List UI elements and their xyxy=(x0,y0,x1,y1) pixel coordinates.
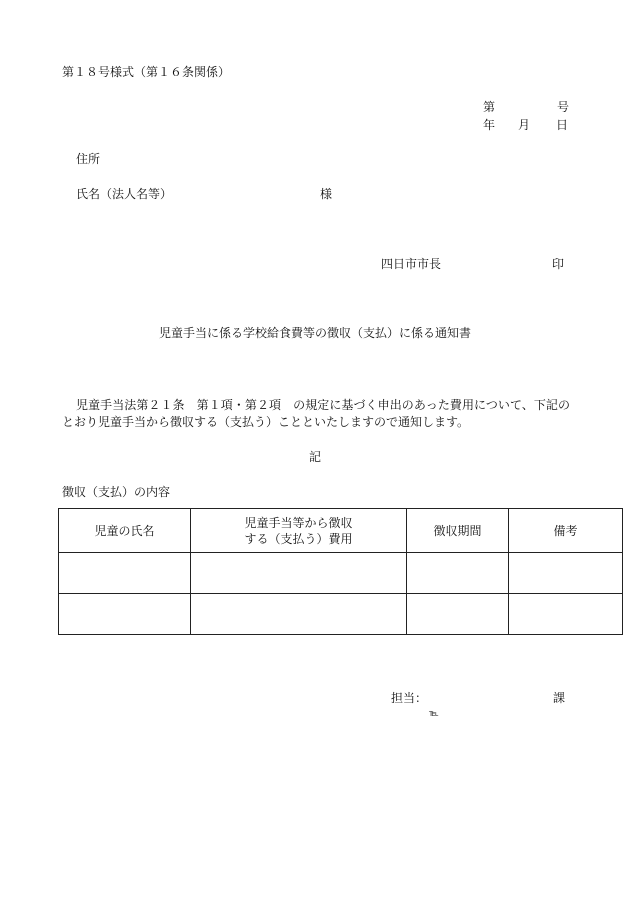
header-expense-line1: 児童手当等から徴収 xyxy=(244,515,353,530)
table-row xyxy=(59,553,623,594)
form-number: 第１８号様式（第１６条関係） xyxy=(62,65,231,79)
contact-label: 担当： xyxy=(391,691,428,705)
body-paragraph: 児童手当法第２１条 第１項・第２項 の規定に基づく申出のあった費用について、下記のとおり児童手当から徴収する（支払う）ことといたしますので通知します。 xyxy=(62,398,570,429)
table-caption: 徴収（支払）の内容 xyxy=(62,485,171,499)
table-header-row xyxy=(59,509,623,553)
ki-heading: 記 xyxy=(308,450,321,464)
honorific: 様 xyxy=(320,187,333,201)
header-child-name: 児童の氏名 xyxy=(59,509,191,553)
name-label: 氏名（法人名等） xyxy=(76,187,173,201)
doc-number-suffix: 号 xyxy=(557,100,570,114)
cell-remarks xyxy=(509,553,623,594)
contact-dept-suffix: 課 xyxy=(553,691,566,705)
header-period: 徴収期間 xyxy=(407,509,509,553)
cell-period xyxy=(407,594,509,635)
header-remarks: 備考 xyxy=(509,509,623,553)
cell-period xyxy=(407,553,509,594)
doc-number-prefix: 第 xyxy=(483,100,496,114)
date-month-label: 月 xyxy=(518,118,531,132)
date-day-label: 日 xyxy=(556,118,569,132)
cell-expense xyxy=(191,594,407,635)
cell-child-name xyxy=(59,594,191,635)
cell-expense xyxy=(191,553,407,594)
address-label: 住所 xyxy=(76,152,101,166)
table-row xyxy=(59,594,623,635)
seal-mark: 印 xyxy=(552,257,565,271)
cell-remarks xyxy=(509,594,623,635)
tel-label: ℡ xyxy=(429,709,439,719)
document-title: 児童手当に係る学校給食費等の徴収（支払）に係る通知書 xyxy=(158,326,471,340)
date-year-label: 年 xyxy=(483,118,496,132)
detail-table xyxy=(58,508,623,635)
header-expense-line2: する（支払う）費用 xyxy=(244,531,353,546)
header-expense xyxy=(191,509,407,553)
issuer-name: 四日市市長 xyxy=(381,257,442,271)
cell-child-name xyxy=(59,553,191,594)
